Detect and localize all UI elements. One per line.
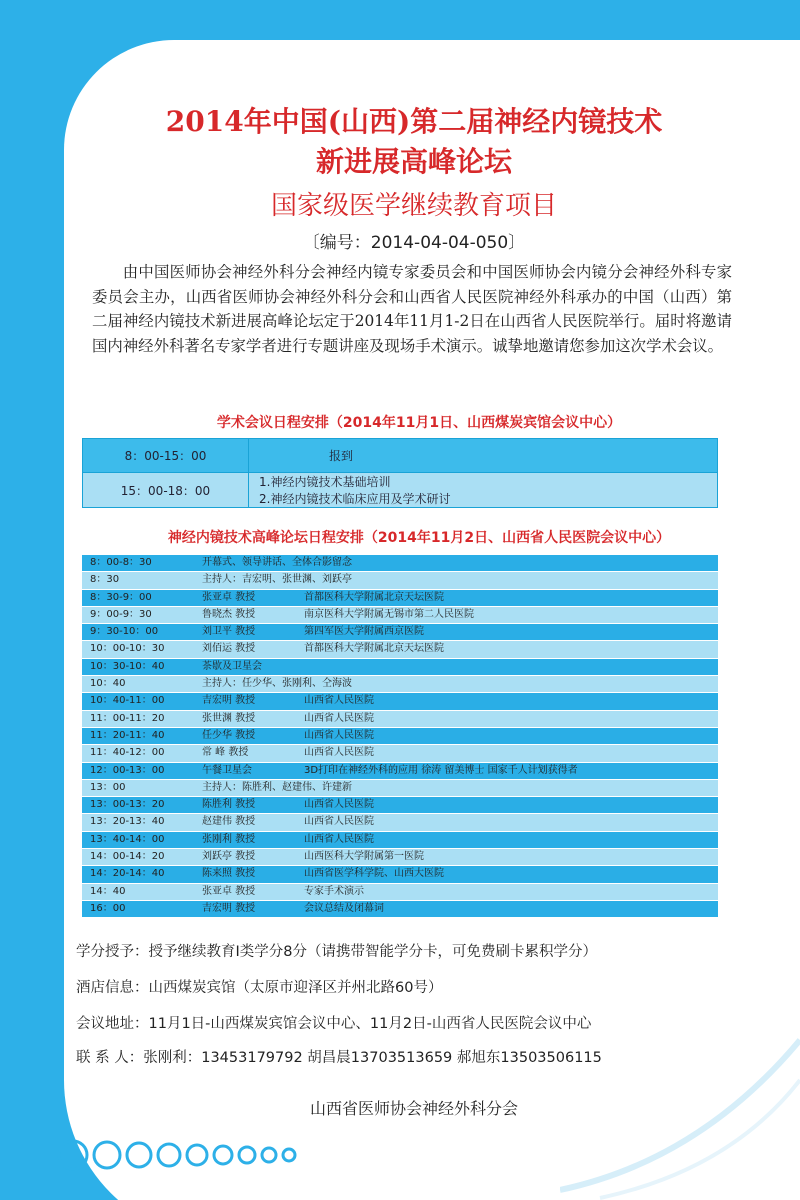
- row-time: 14：00-14：20: [90, 851, 165, 863]
- schedule-day1-table: [82, 438, 718, 508]
- row-time: 9：30-10：00: [90, 626, 159, 638]
- row-desc: 第四军医大学附属西京医院: [304, 626, 424, 638]
- schedule-day2: [82, 555, 718, 918]
- table-row: [82, 624, 718, 641]
- row-desc: 会议总结及闭幕词: [304, 902, 384, 914]
- table-row: [82, 607, 718, 624]
- address-info: 会议地址：11月1日-山西煤炭宾馆会议中心、11月2日-山西省人民医院会议中心: [76, 1016, 592, 1032]
- row-time: 11：00-11：20: [90, 712, 165, 724]
- title-line-2: 新进展高峰论坛: [315, 145, 512, 178]
- row-time: 11：40-12：00: [90, 747, 165, 759]
- row-desc: 山西医科大学附属第一医院: [304, 851, 424, 863]
- row-name: 刘跃亭 教授: [202, 851, 256, 863]
- table-row: [82, 901, 718, 918]
- table-row: [82, 676, 718, 693]
- row-name: 刘佰运 教授: [202, 643, 256, 655]
- row-item: 报到: [249, 439, 718, 473]
- decorative-circles-top: [580, 58, 790, 88]
- row-time: 13：00-13：20: [90, 799, 165, 811]
- row-name: 主持人：陈胜利、赵建伟、许建新: [202, 781, 352, 793]
- table-row: [82, 866, 718, 883]
- row-name: 吉宏明 教授: [202, 902, 256, 914]
- row-time: 11：20-11：40: [90, 729, 165, 741]
- organizer-footer: 山西省医师协会神经外科分会: [310, 1099, 519, 1118]
- row-time: 13：00: [90, 781, 126, 793]
- table-row: [82, 884, 718, 901]
- table-row: [82, 572, 718, 589]
- row-time: 8：30-9：00: [90, 591, 152, 603]
- table-row: [83, 473, 718, 508]
- row-time: 9：00-9：30: [90, 608, 152, 620]
- row-desc: 山西省人民医院: [304, 747, 374, 759]
- row-desc: 山西省人民医院: [304, 816, 374, 828]
- project-code: 〔编号：2014-04-04-050〕: [302, 233, 526, 253]
- row-name: 午餐卫星会: [202, 764, 252, 776]
- row-time: 10：40: [90, 678, 126, 690]
- row-name: 主持人：任少华、张刚利、仝海波: [202, 678, 352, 690]
- row-name: 张世渊 教授: [202, 712, 256, 724]
- row-name: 张亚卓 教授: [202, 885, 256, 897]
- row-desc: 山西省人民医院: [304, 695, 374, 707]
- row-name: 主持人：吉宏明、张世渊、刘跃亭: [202, 574, 352, 586]
- row-desc: 南京医科大学附属无锡市第二人民医院: [304, 608, 474, 620]
- table-row: [82, 590, 718, 607]
- row-time: 12：00-13：00: [90, 764, 165, 776]
- row-time: 13：20-13：40: [90, 816, 165, 828]
- row-name: 赵建伟 教授: [202, 816, 256, 828]
- row-item: 1.神经内镜技术基础培训: [259, 475, 391, 489]
- row-desc: 山西省人民医院: [304, 712, 374, 724]
- row-name: 吉宏明 教授: [202, 695, 256, 707]
- row-desc: 专家手术演示: [304, 885, 364, 897]
- table-row: [82, 814, 718, 831]
- row-desc: 山西省人民医院: [304, 833, 374, 845]
- table-row: [82, 849, 718, 866]
- row-name: 茶歇及卫星会: [202, 660, 262, 672]
- subtitle: 国家级医学继续教育项目: [270, 191, 557, 221]
- row-time: 14：40: [90, 885, 126, 897]
- row-time: 8：30: [90, 574, 120, 586]
- row-items: [249, 473, 718, 508]
- table-row: [82, 693, 718, 710]
- table-row: [82, 711, 718, 728]
- table-row: [82, 797, 718, 814]
- row-name: 任少华 教授: [202, 729, 256, 741]
- row-time: 8：00-8：30: [90, 557, 152, 568]
- row-desc: 首都医科大学附属北京天坛医院: [304, 643, 444, 655]
- table-row: [82, 745, 718, 762]
- row-time: 10：30-10：40: [90, 660, 165, 672]
- row-time: 14：20-14：40: [90, 868, 165, 880]
- table-row: [82, 641, 718, 658]
- table-row: [83, 439, 718, 473]
- row-name: 陈来照 教授: [202, 868, 256, 880]
- row-time: 15：00-18：00: [83, 473, 249, 508]
- row-name: 张亚卓 教授: [202, 591, 256, 603]
- intro-paragraph: 由中国医师协会神经外科分会神经内镜专家委员会和中国医师协会内镜分会神经外科专家委员会主办，山西省医师协会神经外科分会和山西省人民医院神经外科承办的中国（山西）第二届神经内镜技术新进展高峰论坛定于2014年11月1-2日在山西省人民医院举行。届时将邀请国内神经外科著名专家学者进行专题讲座及现场手术演示。诚挚地邀请您参加这次学术会议。: [92, 263, 732, 355]
- row-time: 13：40-14：00: [90, 833, 165, 845]
- row-name: 张刚利 教授: [202, 833, 256, 845]
- row-time: 8：00-15：00: [83, 439, 249, 473]
- decorative-circles-bottom: [55, 1135, 335, 1175]
- section2-title: 神经内镜技术高峰论坛日程安排（2014年11月2日、山西省人民医院会议中心）: [167, 530, 671, 546]
- table-row: [82, 832, 718, 849]
- row-desc: 山西省人民医院: [304, 729, 374, 741]
- table-row: [82, 763, 718, 780]
- row-desc: 山西省医学科学院、山西大医院: [304, 868, 444, 880]
- row-name: 常 峰 教授: [202, 747, 249, 759]
- hotel-info: 酒店信息：山西煤炭宾馆（太原市迎泽区并州北路60号）: [76, 980, 443, 996]
- row-name: 开幕式、领导讲话、全体合影留念: [202, 557, 352, 568]
- section1-title: 学术会议日程安排（2014年11月1日、山西煤炭宾馆会议中心）: [216, 415, 622, 431]
- row-desc: 首都医科大学附属北京天坛医院: [304, 591, 444, 603]
- row-item: 2.神经内镜技术临床应用及学术研讨: [259, 492, 451, 506]
- row-desc: 山西省人民医院: [304, 799, 374, 811]
- row-name: 陈胜利 教授: [202, 799, 256, 811]
- table-row: [82, 659, 718, 676]
- row-time: 10：00-10：30: [90, 643, 165, 655]
- row-time: 10：40-11：00: [90, 695, 165, 707]
- row-time: 16：00: [90, 902, 126, 914]
- title-line-1: 2014年中国(山西)第二届神经内镜技术: [165, 105, 663, 138]
- row-name: 鲁晓杰 教授: [202, 608, 256, 620]
- row-name: 刘卫平 教授: [202, 626, 256, 638]
- row-desc: 3D打印在神经外科的应用 徐涛 留美博士 国家千人计划获得者: [304, 764, 578, 776]
- contact-info: 联 系 人：张刚利：13453179792 胡昌晨13703513659 郝旭东13503506115: [76, 1050, 602, 1066]
- table-row: [82, 555, 718, 572]
- table-row: [82, 780, 718, 797]
- credit-info: 学分授予：授予继续教育Ⅰ类学分8分（请携带智能学分卡，可免费刷卡累积学分）: [76, 944, 597, 960]
- table-row: [82, 728, 718, 745]
